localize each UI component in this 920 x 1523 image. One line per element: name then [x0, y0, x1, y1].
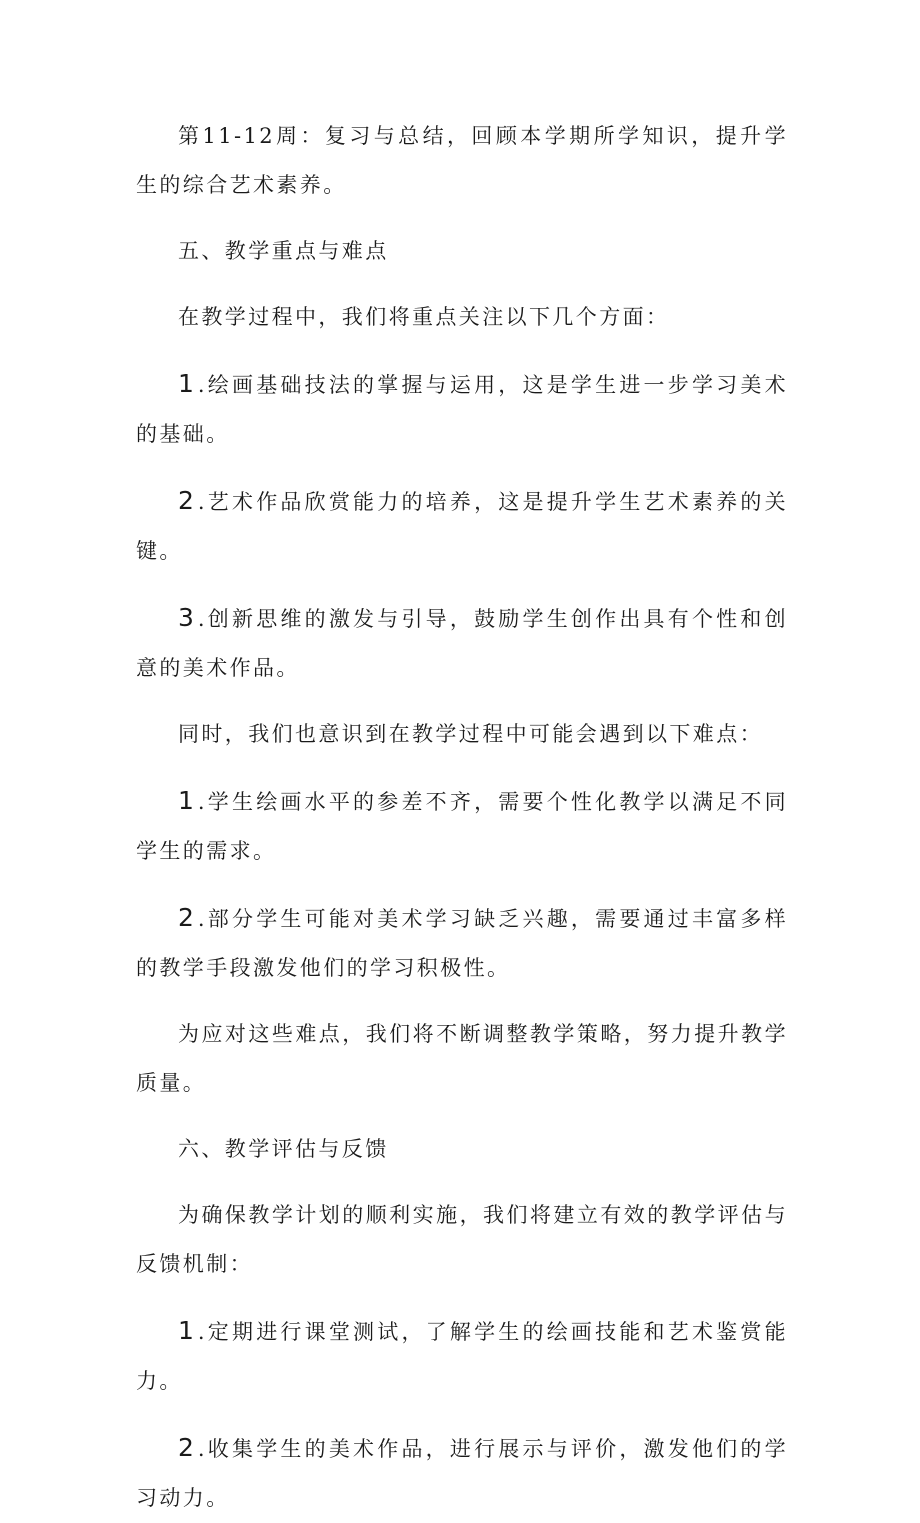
list-item-focus-2 — [136, 476, 788, 576]
paragraph-evaluation-intro — [136, 1191, 788, 1289]
list-item-focus-1 — [136, 359, 788, 459]
list-item-text: .艺术作品欣赏能力的培养，这是提升学生艺术素养的关键。 — [136, 490, 788, 563]
list-item-focus-3 — [136, 593, 788, 693]
list-number: 1 — [178, 369, 194, 398]
list-item-evaluation-2 — [136, 1423, 788, 1523]
heading-text: 六、教学评估与反馈 — [178, 1137, 389, 1161]
paragraph-difficulty-intro — [136, 710, 788, 759]
list-item-difficulty-1 — [136, 776, 788, 876]
paragraph-text: 同时，我们也意识到在教学过程中可能会遇到以下难点： — [178, 722, 763, 746]
paragraph-text: 在教学过程中，我们将重点关注以下几个方面： — [178, 305, 670, 329]
paragraph-strategy — [136, 1010, 788, 1108]
paragraph-focus-intro — [136, 293, 788, 342]
list-item-text: .部分学生可能对美术学习缺乏兴趣，需要通过丰富多样的教学手段激发他们的学习积极性。 — [136, 907, 788, 980]
list-number: 1 — [178, 786, 194, 815]
list-item-text: .收集学生的美术作品，进行展示与评价，激发他们的学习动力。 — [136, 1437, 788, 1510]
list-number: 2 — [178, 903, 194, 932]
list-number: 2 — [178, 1433, 194, 1462]
paragraph-text: 为确保教学计划的顺利实施，我们将建立有效的教学评估与反馈机制： — [136, 1203, 788, 1276]
section-heading-5 — [136, 227, 788, 276]
list-item-text: .定期进行课堂测试，了解学生的绘画技能和艺术鉴赏能力。 — [136, 1320, 788, 1393]
list-item-text: .学生绘画水平的参差不齐，需要个性化教学以满足不同学生的需求。 — [136, 790, 788, 863]
paragraph-week-11-12 — [136, 112, 788, 210]
list-item-difficulty-2 — [136, 893, 788, 993]
list-number: 2 — [178, 486, 194, 515]
section-heading-6 — [136, 1125, 788, 1174]
list-item-evaluation-1 — [136, 1306, 788, 1406]
list-item-text: .创新思维的激发与引导，鼓励学生创作出具有个性和创意的美术作品。 — [136, 607, 788, 680]
list-number: 3 — [178, 603, 194, 632]
list-number: 1 — [178, 1316, 194, 1345]
paragraph-text: 第11-12周：复习与总结，回顾本学期所学知识，提升学生的综合艺术素养。 — [136, 124, 788, 197]
heading-text: 五、教学重点与难点 — [178, 239, 389, 263]
list-item-text: .绘画基础技法的掌握与运用，这是学生进一步学习美术的基础。 — [136, 373, 788, 446]
paragraph-text: 为应对这些难点，我们将不断调整教学策略，努力提升教学质量。 — [136, 1022, 788, 1095]
